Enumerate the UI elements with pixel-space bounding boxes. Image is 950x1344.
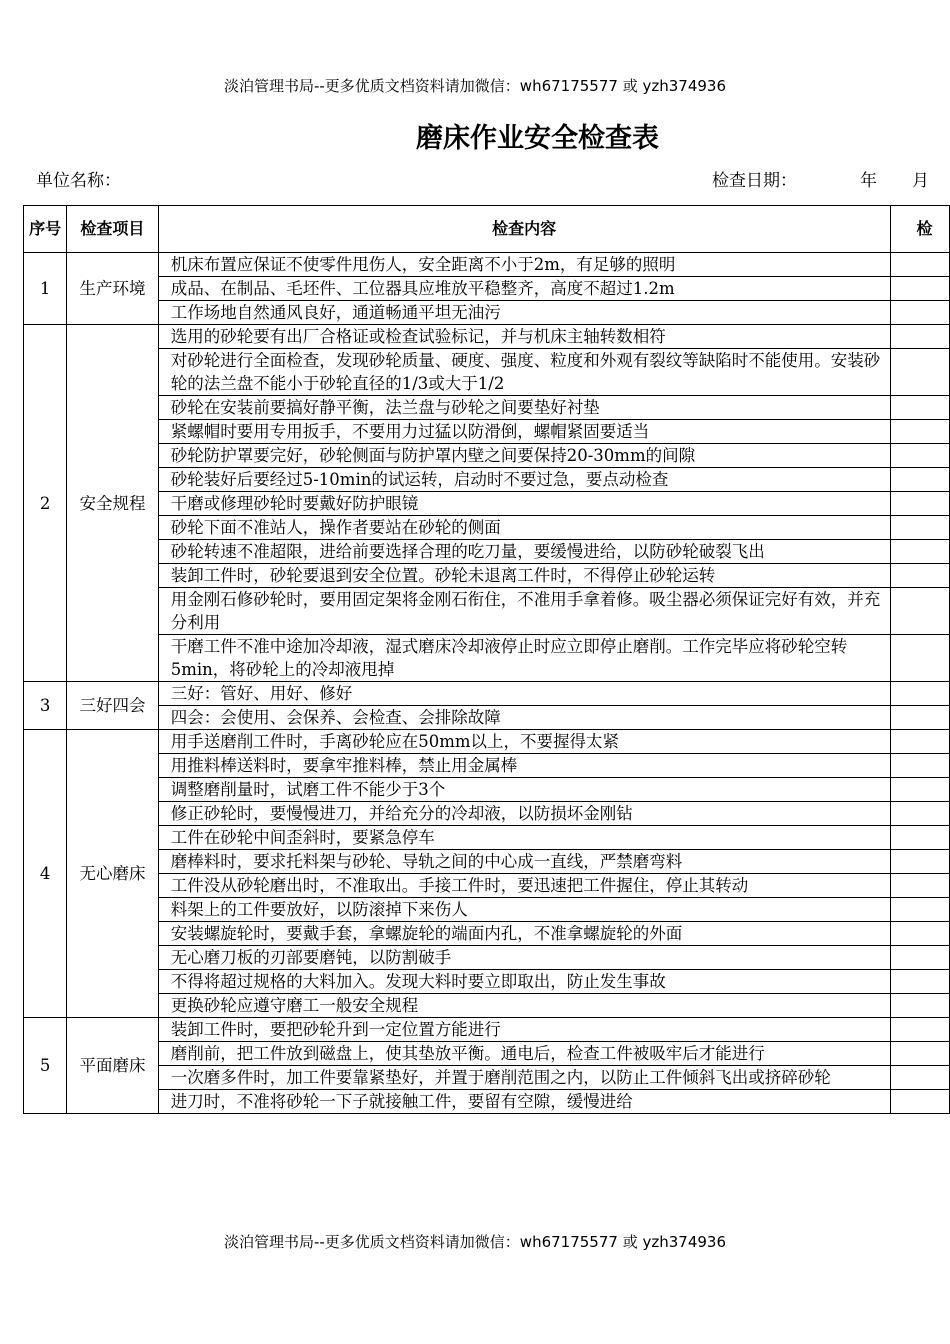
check-result-cell[interactable]	[890, 396, 950, 420]
check-content: 砂轮装好后要经过5-10min的试运转，启动时不要过急，要点动检查	[158, 468, 890, 492]
check-result-cell[interactable]	[890, 874, 950, 898]
check-content: 对砂轮进行全面检查，发现砂轮质量、硬度、强度、粒度和外观有裂纹等缺陷时不能使用。安装砂轮的法兰盘不能小于砂轮直径的1/3或大于1/2	[158, 349, 890, 396]
table-row	[24, 301, 950, 325]
check-content: 机床布置应保证不使零件甩伤人，安全距离不小于2m，有足够的照明	[158, 253, 890, 277]
check-result-cell[interactable]	[890, 540, 950, 564]
check-content: 料架上的工件要放好，以防滚掉下来伤人	[158, 898, 890, 922]
check-content: 无心磨刀板的刃部要磨钝，以防割破手	[158, 946, 890, 970]
check-result-cell[interactable]	[890, 325, 950, 349]
page-footer-note: 淡泊管理书局--更多优质文档资料请加微信：wh67175577 或 yzh374936	[223, 1233, 726, 1251]
section-item: 三好四会	[67, 682, 159, 730]
table-row	[24, 850, 950, 874]
table-row	[24, 588, 950, 635]
col-header-item: 检查项目	[67, 206, 159, 253]
check-content: 砂轮在安装前要搞好静平衡，法兰盘与砂轮之间要垫好衬垫	[158, 396, 890, 420]
check-content: 砂轮防护罩要完好，砂轮侧面与防护罩内壁之间要保持20-30mm的间隙	[158, 444, 890, 468]
table-row	[24, 994, 950, 1018]
check-result-cell[interactable]	[890, 826, 950, 850]
check-result-cell[interactable]	[890, 730, 950, 754]
section-seq: 4	[24, 730, 67, 1018]
table-row	[24, 802, 950, 826]
check-content: 一次磨多件时，加工件要靠紧垫好，并置于磨削范围之内，以防止工件倾斜飞出或挤碎砂轮	[158, 1066, 890, 1090]
check-content: 装卸工件时，要把砂轮升到一定位置方能进行	[158, 1018, 890, 1042]
check-content: 更换砂轮应遵守磨工一般安全规程	[158, 994, 890, 1018]
check-content: 干磨工件不准中途加冷却液，湿式磨床冷却液停止时应立即停止磨削。工作完毕应将砂轮空转5min，将砂轮上的冷却液甩掉	[158, 635, 890, 682]
table-row	[24, 898, 950, 922]
section-seq: 2	[24, 325, 67, 682]
check-content: 四会：会使用、会保养、会检查、会排除故障	[158, 706, 890, 730]
date-year-label: 年	[860, 171, 877, 191]
check-content: 成品、在制品、毛坯件、工位器具应堆放平稳整齐，高度不超过1.2m	[158, 277, 890, 301]
check-content: 调整磨削量时，试磨工件不能少于3个	[158, 778, 890, 802]
check-content: 磨削前，把工件放到磁盘上，使其垫放平衡。通电后，检查工件被吸牢后才能进行	[158, 1042, 890, 1066]
table-header-row	[24, 206, 950, 253]
check-result-cell[interactable]	[890, 468, 950, 492]
table-row	[24, 970, 950, 994]
table-row	[24, 564, 950, 588]
check-content: 选用的砂轮要有出厂合格证或检查试验标记，并与机床主轴转数相符	[158, 325, 890, 349]
col-header-content: 检查内容	[158, 206, 890, 253]
check-content: 工作场地自然通风良好，通道畅通平坦无油污	[158, 301, 890, 325]
check-result-cell[interactable]	[890, 778, 950, 802]
check-content: 干磨或修理砂轮时要戴好防护眼镜	[158, 492, 890, 516]
check-result-cell[interactable]	[890, 1018, 950, 1042]
page-title: 磨床作业安全检查表	[416, 123, 659, 154]
check-result-cell[interactable]	[890, 301, 950, 325]
col-header-result: 检	[890, 206, 950, 253]
table-row	[24, 922, 950, 946]
unit-name-label: 单位名称：	[36, 171, 121, 191]
check-result-cell[interactable]	[890, 922, 950, 946]
check-result-cell[interactable]	[890, 516, 950, 540]
check-result-cell[interactable]	[890, 1066, 950, 1090]
check-result-cell[interactable]	[890, 970, 950, 994]
check-result-cell[interactable]	[890, 706, 950, 730]
check-result-cell[interactable]	[890, 588, 950, 635]
check-result-cell[interactable]	[890, 1090, 950, 1114]
check-content: 安装螺旋轮时，要戴手套，拿螺旋轮的端面内孔，不准拿螺旋轮的外面	[158, 922, 890, 946]
table-row	[24, 492, 950, 516]
check-content: 工件在砂轮中间歪斜时，要紧急停车	[158, 826, 890, 850]
table-row	[24, 325, 950, 349]
table-row	[24, 1018, 950, 1042]
check-content: 不得将超过规格的大料加入。发现大料时要立即取出，防止发生事故	[158, 970, 890, 994]
check-content: 修正砂轮时，要慢慢进刀，并给充分的冷却液，以防损坏金刚钻	[158, 802, 890, 826]
section-seq: 3	[24, 682, 67, 730]
inspection-table	[23, 205, 950, 1114]
check-content: 装卸工件时，砂轮要退到安全位置。砂轮未退离工件时，不得停止砂轮运转	[158, 564, 890, 588]
table-row	[24, 349, 950, 396]
table-row	[24, 1090, 950, 1114]
table-row	[24, 420, 950, 444]
section-item: 安全规程	[67, 325, 159, 682]
table-row	[24, 277, 950, 301]
check-result-cell[interactable]	[890, 754, 950, 778]
check-result-cell[interactable]	[890, 420, 950, 444]
table-row	[24, 826, 950, 850]
table-row	[24, 754, 950, 778]
check-content: 工件没从砂轮磨出时，不准取出。手接工件时，要迅速把工件握住，停止其转动	[158, 874, 890, 898]
table-row	[24, 778, 950, 802]
table-row	[24, 874, 950, 898]
table-row	[24, 1066, 950, 1090]
check-content: 紧螺帽时要用专用扳手，不要用力过猛以防滑倒，螺帽紧固要适当	[158, 420, 890, 444]
section-item: 生产环境	[67, 253, 159, 325]
table-row	[24, 946, 950, 970]
check-content: 用手送磨削工件时，手离砂轮应在50mm以上，不要握得太紧	[158, 730, 890, 754]
table-row	[24, 253, 950, 277]
check-result-cell[interactable]	[890, 277, 950, 301]
check-content: 三好：管好、用好、修好	[158, 682, 890, 706]
page-header-note: 淡泊管理书局--更多优质文档资料请加微信：wh67175577 或 yzh374936	[223, 77, 726, 95]
table-row	[24, 682, 950, 706]
check-content: 砂轮下面不准站人，操作者要站在砂轮的侧面	[158, 516, 890, 540]
table-row	[24, 396, 950, 420]
check-result-cell[interactable]	[890, 444, 950, 468]
check-result-cell[interactable]	[890, 564, 950, 588]
inspection-date-label: 检查日期：	[712, 171, 797, 191]
table-row	[24, 540, 950, 564]
check-result-cell[interactable]	[890, 946, 950, 970]
section-seq: 1	[24, 253, 67, 325]
table-row	[24, 444, 950, 468]
check-content: 进刀时，不准将砂轮一下子就接触工件，要留有空隙，缓慢进给	[158, 1090, 890, 1114]
check-result-cell[interactable]	[890, 492, 950, 516]
check-content: 用金刚石修砂轮时，要用固定架将金刚石衔住，不准用手拿着修。吸尘器必须保证完好有效，并充分利用	[158, 588, 890, 635]
check-result-cell[interactable]	[890, 253, 950, 277]
table-row	[24, 706, 950, 730]
table-row	[24, 730, 950, 754]
section-seq: 5	[24, 1018, 67, 1114]
table-row	[24, 1042, 950, 1066]
check-result-cell[interactable]	[890, 1042, 950, 1066]
table-row	[24, 468, 950, 492]
check-result-cell[interactable]	[890, 349, 950, 396]
check-content: 磨棒料时，要求托料架与砂轮、导轨之间的中心成一直线，严禁磨弯料	[158, 850, 890, 874]
check-result-cell[interactable]	[890, 898, 950, 922]
check-content: 砂轮转速不准超限，进给前要选择合理的吃刀量，要缓慢进给，以防砂轮破裂飞出	[158, 540, 890, 564]
section-item: 无心磨床	[67, 730, 159, 1018]
check-result-cell[interactable]	[890, 850, 950, 874]
check-result-cell[interactable]	[890, 994, 950, 1018]
check-result-cell[interactable]	[890, 682, 950, 706]
check-content: 用推料棒送料时，要拿牢推料棒，禁止用金属棒	[158, 754, 890, 778]
check-result-cell[interactable]	[890, 802, 950, 826]
table-row	[24, 516, 950, 540]
date-month-label: 月	[912, 171, 929, 191]
section-item: 平面磨床	[67, 1018, 159, 1114]
check-result-cell[interactable]	[890, 635, 950, 682]
col-header-seq: 序号	[24, 206, 67, 253]
table-row	[24, 635, 950, 682]
